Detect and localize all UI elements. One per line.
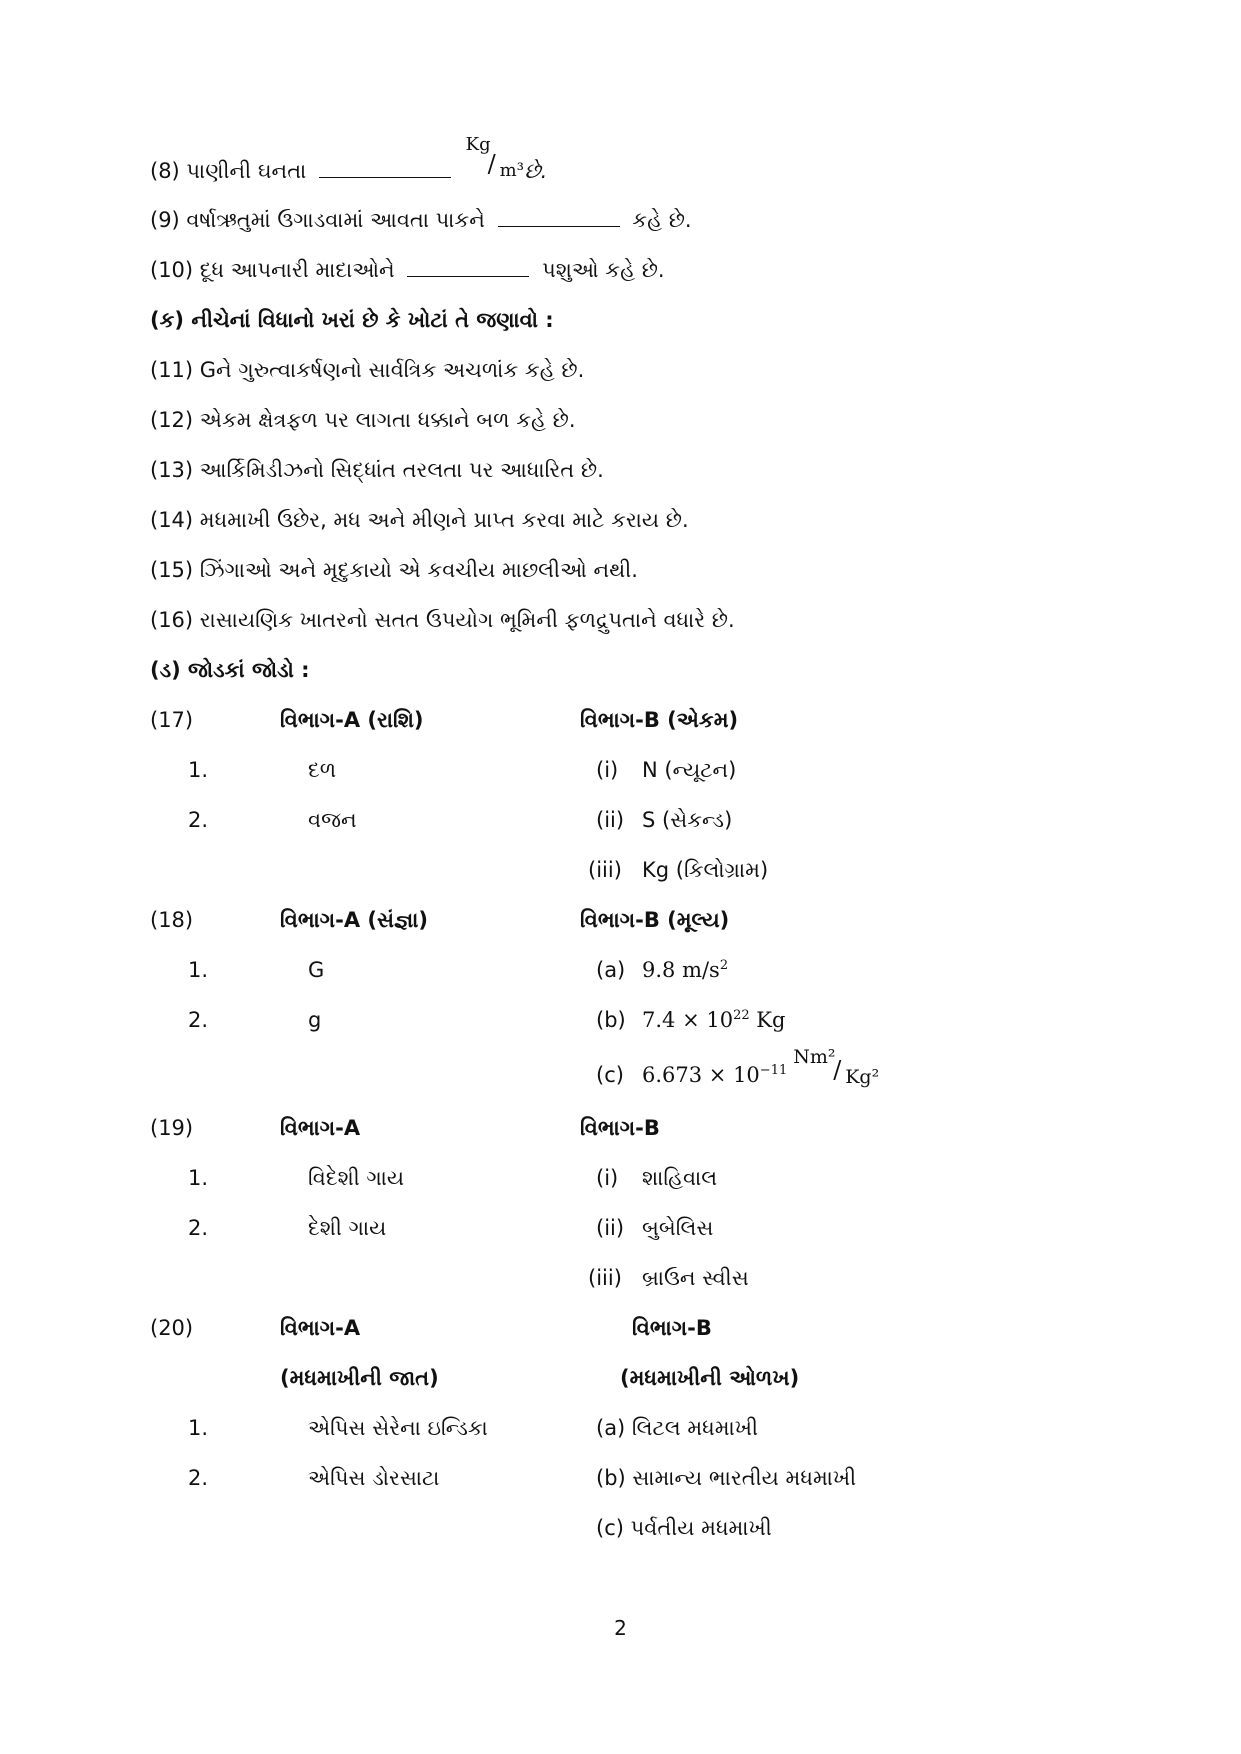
item-text: N (ન્યૂટન) [642,758,737,782]
question-9 [150,208,692,233]
column-a-item: વજન [308,808,357,832]
item-number: 2. [188,1466,209,1490]
statement-14: (14) મધમાખી ઉછેર, મધ અને મીણને પ્રાપ્ત કરવા માટે કરાય છે. [150,508,689,532]
section-match-heading: (ડ) જોડકાં જોડો : [150,658,310,682]
question-8-suffix: છે. [524,159,548,183]
unit-numerator: Kg [465,134,491,155]
item-number: 1. [188,1416,209,1440]
item-text: બુબેલિસ [642,1216,714,1240]
question-10-suffix: પશુઓ કહે છે. [542,258,665,282]
item-number: 2. [188,808,209,832]
column-b-item [596,758,736,783]
unit-slash: / [487,150,496,178]
value-base: 6.673 × 10 [642,1063,760,1087]
value-exponent: 2 [719,958,729,973]
fraction-denominator: Kg² [845,1066,880,1088]
column-a-item: G [308,958,325,982]
item-label: (c) [596,1063,624,1087]
item-number: 2. [188,1008,209,1032]
value-exponent: 22 [733,1008,750,1023]
column-b-item [596,808,732,833]
value-exponent: −11 [759,1063,788,1078]
item-value [642,958,728,982]
column-b-item [596,1008,785,1032]
item-label: (iii) [588,858,622,882]
column-a-subheader: (મધમાખીની જાત) [280,1366,439,1390]
question-8 [150,134,548,184]
column-b-item [596,958,728,982]
page-number: 2 [614,1616,627,1640]
item-value [642,1008,785,1032]
column-b-header: વિભાગ-B [632,1316,712,1340]
column-b-item [588,858,768,883]
column-a-item: વિદેશી ગાય [308,1166,405,1190]
item-label: (a) [596,958,626,982]
column-a-item: એપિસ ડોરસાટા [308,1466,440,1490]
column-b-header: વિભાગ-B (મૂલ્ય) [580,908,730,932]
density-unit [465,134,524,181]
item-label: (i) [596,1166,619,1190]
value-base: 7.4 × 10 [642,1008,734,1032]
column-a-item: દેશી ગાય [308,1216,387,1240]
item-label: (i) [596,758,619,782]
question-8-text: (8) પાણીની ઘનતા [150,159,307,183]
question-9-text: (9) વર્ષાઋતુમાં ઉગાડવામાં આવતા પાકને [150,208,485,232]
question-9-suffix: કહે છે. [632,208,692,232]
fraction-slash: / [833,1056,842,1084]
statement-13: (13) આર્કિમિડીઝનો સિદ્ધાંત તરલતા પર આધારિત છે. [150,458,604,482]
item-label: (ii) [596,1216,625,1240]
statement-16: (16) રાસાયણિક ખાતરનો સતત ઉપયોગ ભૂમિની ફળદ્રુપતાને વધારે છે. [150,608,735,632]
item-label: (b) [596,1008,626,1032]
column-a-header: વિભાગ-A (રાશિ) [280,708,424,732]
column-a-item: એપિસ સેરેના ઇન્ડિકા [308,1416,488,1440]
column-b-item [596,1166,717,1191]
column-a-item: g [308,1008,322,1032]
question-10 [150,258,665,283]
column-a-header: વિભાગ-A [280,1316,361,1340]
question-10-text: (10) દૂધ આપનારી માદાઓને [150,258,395,282]
item-text: બ્રાઉન સ્વીસ [642,1266,749,1290]
question-number: (20) [150,1316,194,1340]
item-text: શાહિવાલ [642,1166,718,1190]
column-a-header: વિભાગ-A [280,1116,361,1140]
fraction-numerator: Nm² [793,1046,836,1068]
column-b-header: વિભાગ-B (એકમ) [580,708,739,732]
statement-15: (15) ઝિંગાઓ અને મૃદુકાયો એ કવચીય માછલીઓ નથી. [150,558,638,582]
item-number: 1. [188,1166,209,1190]
value-unit-fraction [793,1046,880,1088]
answer-blank [319,176,451,178]
question-number: (19) [150,1116,194,1140]
column-b-item [596,1046,880,1088]
item-value [642,1046,880,1088]
item-number: 1. [188,758,209,782]
column-a-header: વિભાગ-A (સંજ્ઞા) [280,908,428,932]
value-base: 9.8 m/s [642,958,720,982]
statement-11: (11) Gને ગુરુત્વાકર્ષણનો સાર્વત્રિક અચળાંક કહે છે. [150,358,585,382]
value-unit: Kg [749,1008,786,1032]
item-number: 1. [188,958,209,982]
item-label: (ii) [596,808,625,832]
column-b-item: (b) સામાન્ય ભારતીય મધમાખી [596,1466,857,1490]
section-true-false-heading: (ક) નીચેનાં વિધાનો ખરાં છે કે ખોટાં તે જણાવો : [150,308,554,332]
column-b-subheader: (મધમાખીની ઓળખ) [620,1366,800,1390]
item-number: 2. [188,1216,209,1240]
column-b-item [596,1216,713,1241]
item-label: (iii) [588,1266,622,1290]
column-b-header: વિભાગ-B [580,1116,660,1140]
item-text: S (સેકન્ડ) [642,808,733,832]
item-text: Kg (કિલોગ્રામ) [642,858,769,882]
question-number: (18) [150,908,194,932]
statement-12: (12) એકમ ક્ષેત્રફળ પર લાગતા ધક્કાને બળ કહે છે. [150,408,576,432]
answer-blank [407,275,529,277]
answer-blank [498,225,620,227]
question-number: (17) [150,708,194,732]
column-b-item: (c) પર્વતીય મધમાખી [596,1516,772,1540]
column-a-item: દળ [308,758,337,782]
column-b-item: (a) લિટલ મધમાખી [596,1416,758,1440]
column-b-item [588,1266,749,1291]
unit-denominator: m³ [499,160,524,181]
